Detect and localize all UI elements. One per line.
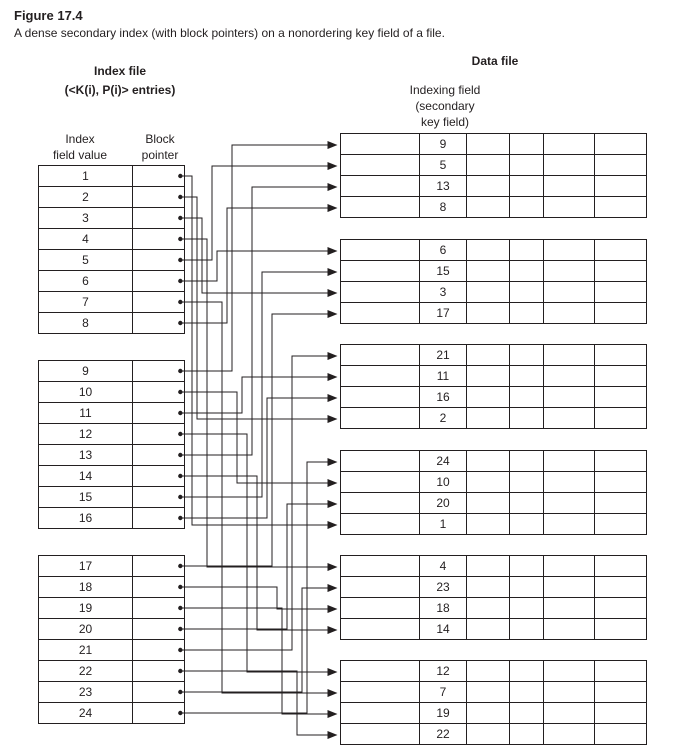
pointer-link	[180, 272, 336, 497]
index-value-header-line2: field value	[52, 148, 108, 162]
record-key: 12	[420, 661, 467, 682]
pointer-link	[180, 671, 336, 735]
index-key: 15	[39, 487, 133, 508]
index-key: 2	[39, 187, 133, 208]
pointer-link	[180, 392, 336, 483]
index-key: 24	[39, 703, 133, 724]
index-key: 4	[39, 229, 133, 250]
record-key: 3	[420, 282, 467, 303]
record-key: 1	[420, 514, 467, 535]
index-key: 10	[39, 382, 133, 403]
pointer-link	[180, 218, 336, 293]
pointer-link	[180, 187, 336, 455]
record-key: 14	[420, 619, 467, 640]
record-key: 16	[420, 387, 467, 408]
index-key: 6	[39, 271, 133, 292]
index-key: 21	[39, 640, 133, 661]
pointer-link	[180, 251, 336, 281]
index-key: 22	[39, 661, 133, 682]
pointer-link	[180, 166, 336, 260]
pointer-link	[180, 608, 336, 714]
block-pointer-header-line2: pointer	[141, 148, 179, 162]
index-key: 8	[39, 313, 133, 334]
pointer-link	[180, 587, 336, 609]
pointer-link	[180, 302, 336, 693]
index-key: 9	[39, 361, 133, 382]
record-key: 15	[420, 261, 467, 282]
figure-caption: A dense secondary index (with block pointers) on a nonordering key field of a file.	[14, 26, 445, 40]
index-entries-label: (<K(i), P(i)> entries)	[64, 83, 176, 97]
pointer-link	[180, 377, 336, 413]
record-key: 7	[420, 682, 467, 703]
pointer-link-layer	[178, 145, 336, 735]
record-key: 10	[420, 472, 467, 493]
record-key: 19	[420, 703, 467, 724]
index-key: 19	[39, 598, 133, 619]
index-key: 13	[39, 445, 133, 466]
pointer-link	[180, 208, 336, 323]
index-key: 12	[39, 424, 133, 445]
record-key: 20	[420, 493, 467, 514]
record-key: 5	[420, 155, 467, 176]
record-key: 17	[420, 303, 467, 324]
pointer-link	[180, 434, 336, 672]
indexing-field-header-line1: Indexing field	[409, 83, 481, 97]
pointer-link	[180, 176, 336, 525]
pointer-link	[180, 145, 336, 371]
pointer-link	[180, 398, 336, 518]
indexing-field-header-line3: key field)	[420, 115, 470, 129]
index-key: 16	[39, 508, 133, 529]
record-key: 23	[420, 577, 467, 598]
indexing-field-header-line2: (secondary	[415, 99, 475, 113]
index-key: 18	[39, 577, 133, 598]
pointer-link	[180, 476, 336, 630]
record-key: 24	[420, 451, 467, 472]
index-key: 14	[39, 466, 133, 487]
record-key: 18	[420, 598, 467, 619]
pointer-link	[180, 462, 336, 713]
pointer-link	[180, 197, 336, 419]
pointer-link	[180, 504, 336, 629]
index-file-title: Index file	[93, 64, 146, 78]
index-key: 5	[39, 250, 133, 271]
index-key: 1	[39, 166, 133, 187]
record-key: 8	[420, 197, 467, 218]
record-key: 2	[420, 408, 467, 429]
record-key: 22	[420, 724, 467, 745]
index-key: 20	[39, 619, 133, 640]
data-file-title: Data file	[471, 54, 519, 68]
record-key: 11	[420, 366, 467, 387]
pointer-link	[180, 356, 336, 650]
record-key: 13	[420, 176, 467, 197]
index-value-header-line1: Index	[65, 132, 95, 146]
record-key: 21	[420, 345, 467, 366]
index-key: 23	[39, 682, 133, 703]
record-key: 6	[420, 240, 467, 261]
pointer-link	[180, 314, 336, 566]
figure-title: Figure 17.4	[14, 8, 83, 23]
index-key: 17	[39, 556, 133, 577]
index-key: 3	[39, 208, 133, 229]
block-pointer-header-line1: Block	[145, 132, 175, 146]
index-key: 7	[39, 292, 133, 313]
record-key: 4	[420, 556, 467, 577]
index-key: 11	[39, 403, 133, 424]
pointer-link	[180, 588, 336, 692]
record-key: 9	[420, 134, 467, 155]
